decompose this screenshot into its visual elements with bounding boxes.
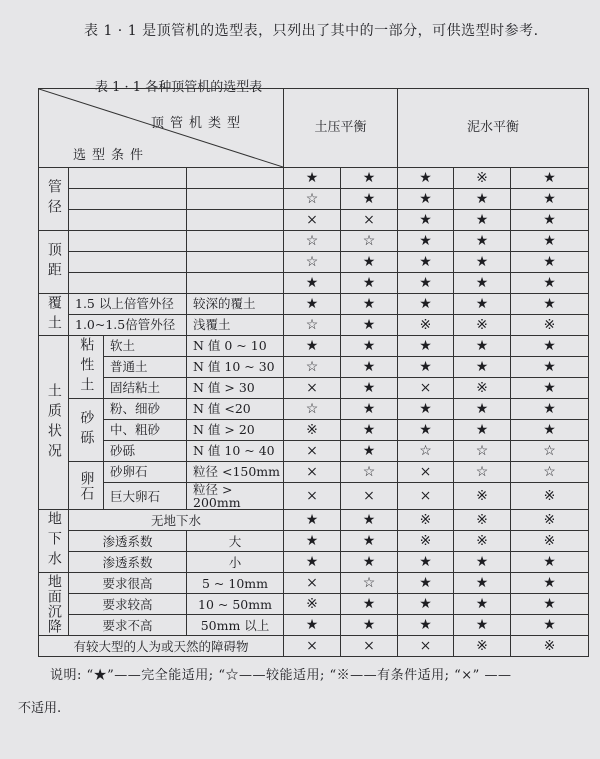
suitability-mark: ★ xyxy=(511,615,589,636)
suitability-mark: ★ xyxy=(454,210,511,231)
table-row xyxy=(39,315,589,336)
suitability-mark: ※ xyxy=(398,510,454,531)
condition-primary: 1.5 以上倍管外径 xyxy=(69,294,187,315)
table-caption: 表 1 · 1 各种顶管机的选型表 xyxy=(95,80,263,95)
suitability-mark: ★ xyxy=(511,399,589,420)
condition-secondary: 10 ~ 50mm xyxy=(187,594,284,615)
suitability-mark: ★ xyxy=(511,336,589,357)
condition-primary xyxy=(69,252,187,273)
suitability-mark: ★ xyxy=(454,336,511,357)
suitability-mark: ☆ xyxy=(454,441,511,462)
suitability-mark: ★ xyxy=(398,252,454,273)
suitability-mark: ※ xyxy=(454,636,511,657)
suitability-mark: ★ xyxy=(398,615,454,636)
table-row xyxy=(39,615,589,636)
suitability-mark: ★ xyxy=(341,531,398,552)
soil-group-label: 粘性土 xyxy=(69,336,104,399)
table-row xyxy=(39,252,589,273)
table-row xyxy=(39,231,589,252)
soil-criterion: N 值 10 ~ 40 xyxy=(187,441,284,462)
suitability-mark: ☆ xyxy=(341,462,398,483)
soil-group-label: 卵石 xyxy=(69,462,104,510)
suitability-mark: ★ xyxy=(284,168,341,189)
suitability-mark: × xyxy=(284,573,341,594)
suitability-mark: ★ xyxy=(398,189,454,210)
suitability-mark: × xyxy=(284,210,341,231)
suitability-mark: ★ xyxy=(454,573,511,594)
soil-criterion: 粒径 > 200mm xyxy=(187,483,284,510)
suitability-mark: ※ xyxy=(511,483,589,510)
suitability-mark: ★ xyxy=(511,420,589,441)
suitability-mark: ★ xyxy=(284,531,341,552)
table-row xyxy=(39,531,589,552)
suitability-mark: ★ xyxy=(511,294,589,315)
suitability-mark: × xyxy=(284,378,341,399)
selection-table xyxy=(38,88,589,657)
table-row xyxy=(39,336,589,357)
suitability-mark: ★ xyxy=(284,273,341,294)
condition-secondary xyxy=(187,168,284,189)
suitability-mark: ※ xyxy=(398,531,454,552)
suitability-mark: ★ xyxy=(454,231,511,252)
condition-secondary: 较深的覆土 xyxy=(187,294,284,315)
suitability-mark: ☆ xyxy=(284,357,341,378)
soil-type: 软土 xyxy=(104,336,187,357)
suitability-mark: ★ xyxy=(284,294,341,315)
table-row xyxy=(39,510,589,531)
condition-secondary xyxy=(187,189,284,210)
suitability-mark: ※ xyxy=(511,510,589,531)
suitability-mark: ★ xyxy=(454,615,511,636)
condition-primary: 要求不高 xyxy=(69,615,187,636)
table-row xyxy=(39,168,589,189)
table-row xyxy=(39,210,589,231)
suitability-mark: ★ xyxy=(341,441,398,462)
suitability-mark: ★ xyxy=(511,189,589,210)
soil-type: 普通土 xyxy=(104,357,187,378)
table-row xyxy=(39,273,589,294)
condition-secondary xyxy=(187,210,284,231)
suitability-mark: ☆ xyxy=(284,231,341,252)
legend-note: 说明: “★”——完全能适用; “☆——较能适用; “※——有条件适用; “×” —— xyxy=(50,668,512,683)
suitability-mark: ★ xyxy=(454,252,511,273)
suitability-mark: ★ xyxy=(341,552,398,573)
condition-primary xyxy=(69,168,187,189)
suitability-mark: ★ xyxy=(511,168,589,189)
condition-secondary: 5 ~ 10mm xyxy=(187,573,284,594)
suitability-mark: ※ xyxy=(454,168,511,189)
suitability-mark: ★ xyxy=(398,573,454,594)
suitability-mark: ★ xyxy=(454,273,511,294)
suitability-mark: ☆ xyxy=(284,189,341,210)
table-row xyxy=(39,552,589,573)
suitability-mark: ★ xyxy=(511,210,589,231)
suitability-mark: ★ xyxy=(398,210,454,231)
group-earth-pressure: 土压平衡 xyxy=(284,89,398,168)
soil-type: 巨大卵石 xyxy=(104,483,187,510)
suitability-mark: × xyxy=(284,636,341,657)
section-label: 顶距 xyxy=(39,231,69,294)
section-label: 地下水 xyxy=(39,510,69,573)
suitability-mark: ★ xyxy=(511,231,589,252)
condition-primary xyxy=(69,189,187,210)
suitability-mark: ★ xyxy=(398,273,454,294)
suitability-mark: ☆ xyxy=(284,399,341,420)
condition-primary xyxy=(69,231,187,252)
table-row xyxy=(39,483,589,510)
suitability-mark: ★ xyxy=(341,615,398,636)
soil-criterion: N 值 <20 xyxy=(187,399,284,420)
obstacle-condition: 有较大型的人为或天然的障碍物 xyxy=(39,636,284,657)
suitability-mark: ★ xyxy=(511,594,589,615)
suitability-mark: ※ xyxy=(454,510,511,531)
condition-secondary xyxy=(187,231,284,252)
soil-group-label: 砂砾 xyxy=(69,399,104,462)
suitability-mark: ※ xyxy=(511,315,589,336)
table-row xyxy=(39,573,589,594)
suitability-mark: ★ xyxy=(284,336,341,357)
suitability-mark: ☆ xyxy=(511,441,589,462)
suitability-mark: ★ xyxy=(398,336,454,357)
suitability-mark: ★ xyxy=(341,168,398,189)
condition-primary: 渗透系数 xyxy=(69,552,187,573)
suitability-mark: × xyxy=(398,483,454,510)
suitability-mark: × xyxy=(284,483,341,510)
suitability-mark: ★ xyxy=(398,168,454,189)
table-row xyxy=(39,378,589,399)
conditions-label: 选型条件 xyxy=(73,148,150,163)
table-row xyxy=(39,357,589,378)
suitability-mark: ★ xyxy=(284,510,341,531)
suitability-mark: ☆ xyxy=(398,441,454,462)
diagonal-header-cell xyxy=(39,89,284,168)
suitability-mark: ★ xyxy=(341,273,398,294)
machine-type-label: 顶管机类型 xyxy=(151,116,247,131)
suitability-mark: ★ xyxy=(284,552,341,573)
suitability-mark: ★ xyxy=(454,399,511,420)
table-row xyxy=(39,636,589,657)
condition-primary xyxy=(69,273,187,294)
condition-secondary: 50mm 以上 xyxy=(187,615,284,636)
suitability-mark: ☆ xyxy=(284,252,341,273)
suitability-mark: × xyxy=(284,462,341,483)
soil-criterion: N 值 10 ~ 30 xyxy=(187,357,284,378)
legend-note-continued: 不适用. xyxy=(18,701,62,716)
suitability-mark: ★ xyxy=(454,552,511,573)
suitability-mark: ※ xyxy=(454,483,511,510)
suitability-mark: ※ xyxy=(398,315,454,336)
suitability-mark: ★ xyxy=(341,294,398,315)
suitability-mark: ☆ xyxy=(341,231,398,252)
suitability-mark: ★ xyxy=(341,594,398,615)
suitability-mark: ★ xyxy=(398,552,454,573)
suitability-mark: ☆ xyxy=(511,462,589,483)
suitability-mark: × xyxy=(398,462,454,483)
suitability-mark: × xyxy=(284,441,341,462)
intro-text: 表 1 · 1 是顶管机的选型表，只列出了其中的一部分，可供选型时参考. xyxy=(84,23,539,39)
table-row xyxy=(39,420,589,441)
suitability-mark: × xyxy=(341,636,398,657)
suitability-mark: ★ xyxy=(511,552,589,573)
suitability-mark: ☆ xyxy=(284,315,341,336)
suitability-mark: ※ xyxy=(284,420,341,441)
condition-secondary xyxy=(187,273,284,294)
section-label: 土质状况 xyxy=(39,336,69,510)
soil-type: 砂砾 xyxy=(104,441,187,462)
suitability-mark: ※ xyxy=(454,315,511,336)
suitability-mark: ☆ xyxy=(454,462,511,483)
suitability-mark: ※ xyxy=(511,531,589,552)
suitability-mark: ★ xyxy=(454,594,511,615)
suitability-mark: ※ xyxy=(284,594,341,615)
suitability-mark: × xyxy=(341,210,398,231)
suitability-mark: ★ xyxy=(341,252,398,273)
condition-primary: 要求很高 xyxy=(69,573,187,594)
suitability-mark: ★ xyxy=(398,420,454,441)
soil-criterion: N 值 0 ~ 10 xyxy=(187,336,284,357)
soil-type: 粉、细砂 xyxy=(104,399,187,420)
suitability-mark: ※ xyxy=(511,636,589,657)
condition-primary: 渗透系数 xyxy=(69,531,187,552)
table-row xyxy=(39,594,589,615)
group-slurry: 泥水平衡 xyxy=(398,89,589,168)
suitability-mark: ★ xyxy=(511,273,589,294)
section-label: 覆土 xyxy=(39,294,69,336)
suitability-mark: ★ xyxy=(398,594,454,615)
condition-primary xyxy=(69,210,187,231)
suitability-mark: ★ xyxy=(341,420,398,441)
suitability-mark: ★ xyxy=(454,420,511,441)
suitability-mark: ★ xyxy=(511,357,589,378)
table-row xyxy=(39,441,589,462)
suitability-mark: ★ xyxy=(284,615,341,636)
suitability-mark: ★ xyxy=(398,357,454,378)
suitability-mark: × xyxy=(398,636,454,657)
suitability-mark: ★ xyxy=(341,336,398,357)
table-row xyxy=(39,462,589,483)
suitability-mark: ★ xyxy=(454,357,511,378)
condition-secondary: 大 xyxy=(187,531,284,552)
suitability-mark: ★ xyxy=(398,294,454,315)
suitability-mark: ★ xyxy=(341,399,398,420)
suitability-mark: ★ xyxy=(398,399,454,420)
suitability-mark: ★ xyxy=(341,378,398,399)
condition-primary: 要求较高 xyxy=(69,594,187,615)
suitability-mark: ★ xyxy=(511,573,589,594)
suitability-mark: ★ xyxy=(341,510,398,531)
suitability-mark: ※ xyxy=(454,531,511,552)
soil-criterion: N 值 > 20 xyxy=(187,420,284,441)
suitability-mark: ★ xyxy=(511,378,589,399)
suitability-mark: ★ xyxy=(341,357,398,378)
suitability-mark: ★ xyxy=(454,189,511,210)
condition-merged: 无地下水 xyxy=(69,510,284,531)
condition-secondary xyxy=(187,252,284,273)
suitability-mark: × xyxy=(398,378,454,399)
table-row xyxy=(39,399,589,420)
condition-secondary: 小 xyxy=(187,552,284,573)
soil-type: 中、粗砂 xyxy=(104,420,187,441)
table-row xyxy=(39,189,589,210)
suitability-mark: ☆ xyxy=(341,573,398,594)
soil-type: 砂卵石 xyxy=(104,462,187,483)
condition-secondary: 浅覆土 xyxy=(187,315,284,336)
table-row xyxy=(39,294,589,315)
suitability-mark: ★ xyxy=(341,315,398,336)
soil-criterion: N 值 > 30 xyxy=(187,378,284,399)
section-label: 管径 xyxy=(39,168,69,231)
condition-primary: 1.0~1.5倍管外径 xyxy=(69,315,187,336)
suitability-mark: ★ xyxy=(398,231,454,252)
suitability-mark: ★ xyxy=(454,294,511,315)
suitability-mark: ★ xyxy=(511,252,589,273)
soil-type: 固结粘土 xyxy=(104,378,187,399)
suitability-mark: × xyxy=(341,483,398,510)
suitability-mark: ※ xyxy=(454,378,511,399)
section-label: 地面沉降 xyxy=(39,573,69,636)
suitability-mark: ★ xyxy=(341,189,398,210)
soil-criterion: 粒径 <150mm xyxy=(187,462,284,483)
